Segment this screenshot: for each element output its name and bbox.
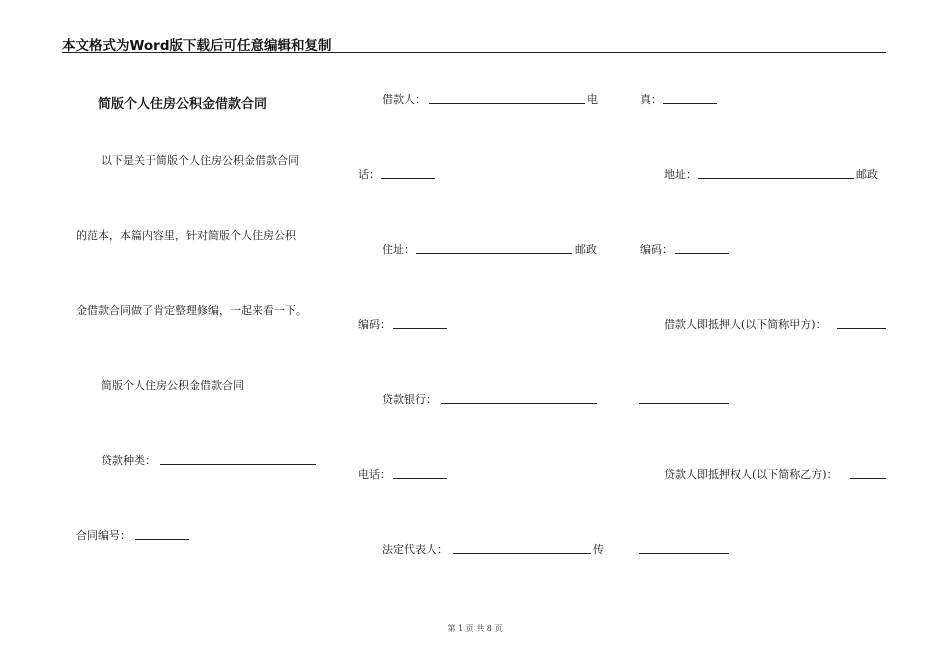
postcode2-label: 编码： (640, 243, 673, 256)
document-title: 简版个人住房公积金借款合同 (98, 97, 268, 112)
fax-field[interactable] (663, 103, 717, 104)
fax-label: 真： (640, 93, 662, 106)
intro-line-3: 金借款合同做了肯定整理修编，一起来看一下。 (76, 304, 307, 317)
address-tail: 邮政 (856, 168, 878, 181)
contract-no-field[interactable] (135, 539, 189, 540)
residence-tail: 邮政 (575, 243, 597, 256)
postcode2-field[interactable] (675, 253, 729, 254)
page-footer: 第 1 页 共 8 页 (447, 624, 503, 633)
mortgagor-label: 借款人即抵押人(以下简称甲方)： (664, 318, 827, 331)
borrower-field[interactable] (429, 103, 585, 104)
address-label: 地址： (664, 168, 697, 181)
bank-label: 贷款银行： (382, 393, 437, 406)
borrower-tail: 电 (587, 93, 598, 106)
intro-line-2: 的范本，本篇内容里，针对简版个人住房公积 (76, 229, 296, 242)
residence-field[interactable] (416, 253, 572, 254)
postcode-field[interactable] (393, 328, 447, 329)
mortgagee-field-continued[interactable] (639, 553, 729, 554)
bank-phone-field[interactable] (393, 478, 447, 479)
legal-rep-label: 法定代表人： (382, 543, 448, 556)
bank-field[interactable] (441, 403, 597, 404)
header-rule (62, 52, 886, 53)
intro-line-1: 以下是关于简版个人住房公积金借款合同 (101, 154, 299, 167)
address-field[interactable] (698, 178, 854, 179)
residence-label: 住址： (382, 243, 415, 256)
phone-label: 话： (358, 168, 380, 181)
loan-type-field[interactable] (160, 464, 316, 465)
loan-type-label: 贷款种类： (101, 454, 156, 467)
postcode-label: 编码： (358, 318, 391, 331)
contract-no-label: 合同编号： (76, 529, 131, 542)
legal-rep-field[interactable] (453, 553, 591, 554)
borrower-label: 借款人： (382, 93, 426, 106)
document-header: 本文格式为Word版下载后可任意编辑和复制 (62, 38, 332, 54)
mortgagee-field[interactable] (850, 478, 886, 479)
phone-field[interactable] (381, 178, 435, 179)
section-subtitle: 简版个人住房公积金借款合同 (101, 379, 244, 392)
mortgagor-field-continued[interactable] (639, 403, 729, 404)
legal-rep-tail: 传 (593, 543, 604, 556)
mortgagee-label: 贷款人即抵押权人(以下简称乙方)： (664, 468, 838, 481)
bank-phone-label: 电话： (358, 468, 391, 481)
mortgagor-field[interactable] (837, 328, 886, 329)
